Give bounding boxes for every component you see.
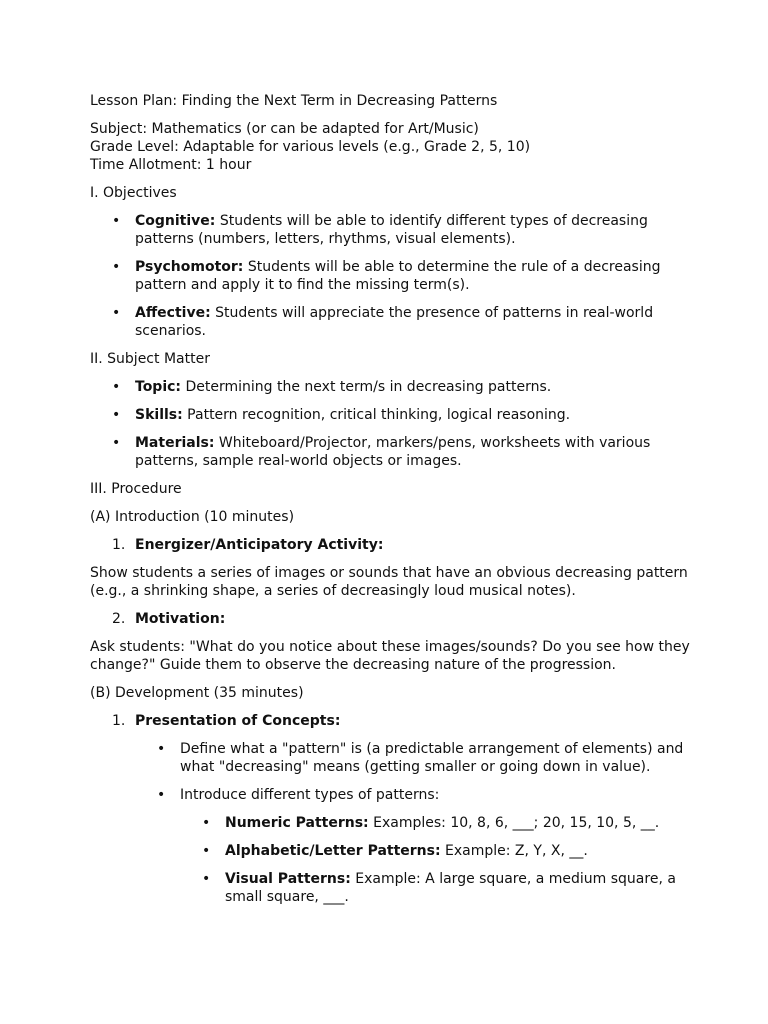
step-label: Presentation of Concepts: <box>135 713 341 729</box>
list-item <box>90 786 690 804</box>
objectives-heading: I. Objectives <box>90 185 177 201</box>
list-item <box>90 434 690 470</box>
item-label: Affective: <box>135 305 211 321</box>
concept-list <box>90 740 690 804</box>
item-text: Pattern recognition, critical thinking, logical reasoning. <box>182 407 571 423</box>
step-label: Motivation: <box>135 611 226 627</box>
item-text: Whiteboard/Projector, markers/pens, worksheets with various patterns, sample real-world objects or images. <box>135 435 651 469</box>
bullet-icon: • <box>202 843 211 859</box>
objectives-list <box>90 212 690 340</box>
item-label: Materials: <box>135 435 215 451</box>
list-item <box>90 304 690 340</box>
development-steps <box>90 712 690 730</box>
list-item <box>90 740 690 776</box>
document-page <box>90 92 690 916</box>
bullet-icon: • <box>112 213 121 229</box>
list-item <box>90 870 690 906</box>
item-text: Introduce different types of patterns: <box>180 787 440 803</box>
bullet-icon: • <box>202 815 211 831</box>
item-label: Alphabetic/Letter Patterns: <box>225 843 441 859</box>
step-label: Energizer/Anticipatory Activity: <box>135 537 384 553</box>
list-item <box>90 212 690 248</box>
bullet-icon: • <box>112 407 121 423</box>
introduction-heading: (A) Introduction (10 minutes) <box>90 509 295 525</box>
list-item <box>90 378 690 396</box>
bullet-icon: • <box>202 871 211 887</box>
intro-step-2-text: Ask students: "What do you notice about these images/sounds? Do you see how they change?" Guide them to observe the decreasing nature of the progression. <box>90 639 690 673</box>
list-item <box>90 814 690 832</box>
item-text: Define what a "pattern" is (a predictable arrangement of elements) and what "decreasing" means (getting smaller or going down in value). <box>180 741 684 775</box>
item-label: Skills: <box>135 407 183 423</box>
intro-step-1 <box>90 536 690 554</box>
intro-step-1-text: Show students a series of images or sounds that have an obvious decreasing pattern (e.g., a shrinking shape, a series of decreasingly loud musical notes). <box>90 565 688 599</box>
list-item <box>90 712 690 730</box>
item-label: Psychomotor: <box>135 259 244 275</box>
item-label: Visual Patterns: <box>225 871 351 887</box>
subject-matter-heading: II. Subject Matter <box>90 351 210 367</box>
item-label: Numeric Patterns: <box>225 815 369 831</box>
item-text: Students will appreciate the presence of patterns in real-world scenarios. <box>135 305 654 339</box>
item-text: Examples: 10, 8, 6, ___; 20, 15, 10, 5, __. <box>368 815 660 831</box>
item-text: Students will be able to determine the rule of a decreasing pattern and apply it to find the missing term(s). <box>135 259 661 293</box>
list-item <box>90 610 690 628</box>
step-number: 1. <box>112 537 126 553</box>
item-label: Cognitive: <box>135 213 216 229</box>
list-item <box>90 258 690 294</box>
bullet-icon: • <box>112 435 121 451</box>
item-text: Students will be able to identify different types of decreasing patterns (numbers, letters, rhythms, visual elements). <box>135 213 648 247</box>
step-number: 1. <box>112 713 126 729</box>
item-text: Example: Z, Y, X, __. <box>440 843 588 859</box>
list-item <box>90 406 690 424</box>
bullet-icon: • <box>157 741 166 757</box>
meta-time: Time Allotment: 1 hour <box>90 157 252 173</box>
item-label: Topic: <box>135 379 182 395</box>
bullet-icon: • <box>112 379 121 395</box>
meta-grade: Grade Level: Adaptable for various levels (e.g., Grade 2, 5, 10) <box>90 139 531 155</box>
lesson-meta <box>90 120 690 174</box>
bullet-icon: • <box>112 305 121 321</box>
item-text: Example: A large square, a medium square, a small square, ___. <box>225 871 676 905</box>
page-title: Lesson Plan: Finding the Next Term in Decreasing Patterns <box>90 93 498 109</box>
pattern-types-list <box>90 814 690 906</box>
list-item <box>90 536 690 554</box>
bullet-icon: • <box>112 259 121 275</box>
list-item <box>90 842 690 860</box>
development-heading: (B) Development (35 minutes) <box>90 685 304 701</box>
step-number: 2. <box>112 611 126 627</box>
item-text: Determining the next term/s in decreasing patterns. <box>181 379 552 395</box>
bullet-icon: • <box>157 787 166 803</box>
procedure-heading: III. Procedure <box>90 481 182 497</box>
subject-matter-list <box>90 378 690 470</box>
meta-subject: Subject: Mathematics (or can be adapted for Art/Music) <box>90 121 479 137</box>
intro-step-2 <box>90 610 690 628</box>
